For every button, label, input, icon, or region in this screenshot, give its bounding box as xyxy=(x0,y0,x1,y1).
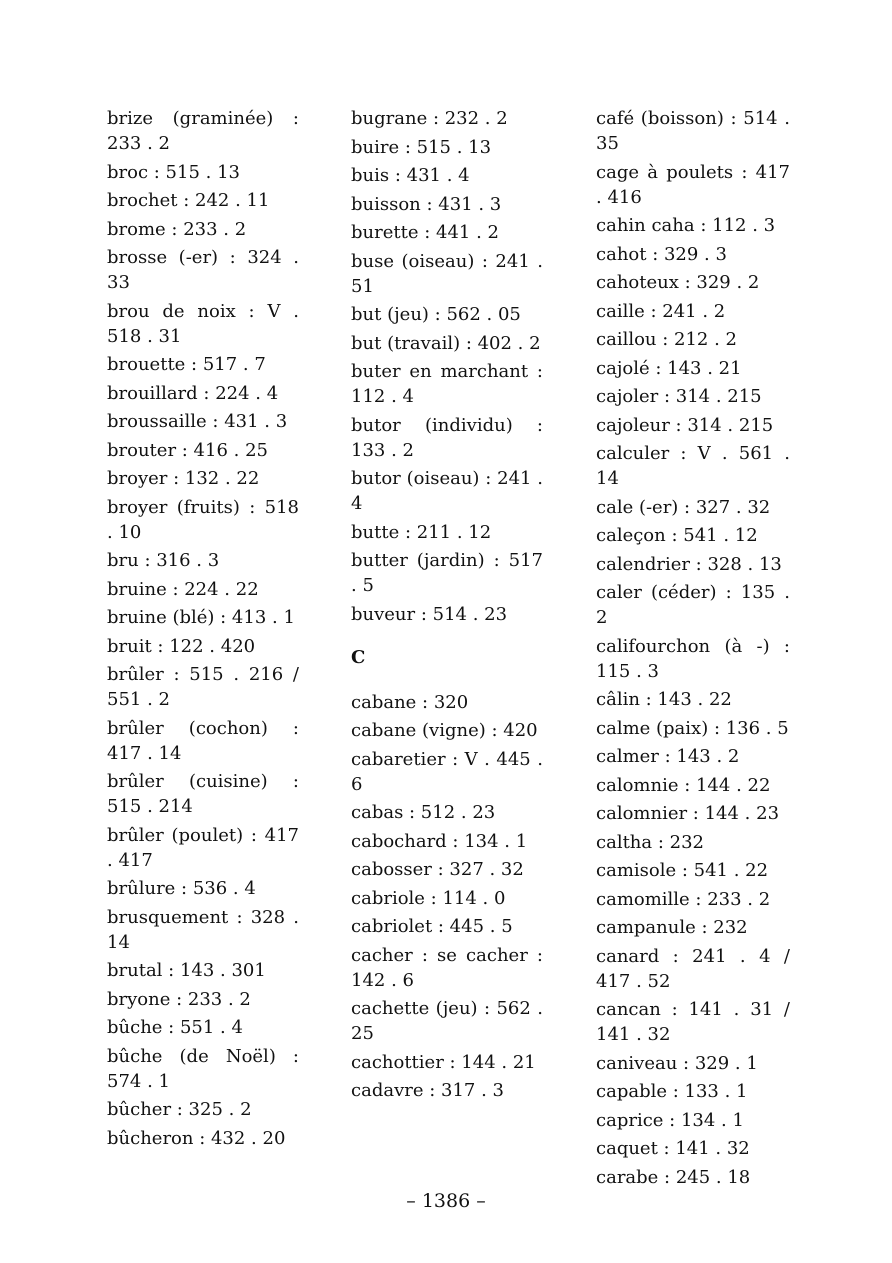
index-entry: broussaille : 431 . 3 xyxy=(107,411,288,432)
index-entry: brûler : 515 . 216 / 551 . 2 xyxy=(107,664,299,710)
index-entry: cajoler : 314 . 215 xyxy=(596,386,762,407)
index-entry: buire : 515 . 13 xyxy=(351,136,492,158)
index-entry: buveur : 514 . 23 xyxy=(351,603,508,625)
index-entry: bûche : 551 . 4 xyxy=(107,1017,243,1038)
index-entry: brouillard : 224 . 4 xyxy=(107,382,279,404)
index-entry: brouette : 517 . 7 xyxy=(107,354,266,375)
index-entry: bruit : 122 . 420 xyxy=(107,635,256,657)
index-entry: cajoleur : 314 . 215 xyxy=(596,414,774,436)
index-entry: brûler (poulet) : 417 . 417 xyxy=(107,824,299,871)
index-entry: broyer : 132 . 22 xyxy=(107,468,260,489)
index-entry: bugrane : 232 . 2 xyxy=(351,108,508,129)
index-entry: brusquement : 328 . 14 xyxy=(107,906,299,953)
index-entry: brûler (cochon) : 417 . 14 xyxy=(107,717,299,764)
index-entry: capable : 133 . 1 xyxy=(596,1081,748,1102)
index-entry: calomnier : 144 . 23 xyxy=(596,803,780,824)
index-entry: bru : 316 . 3 xyxy=(107,550,220,571)
index-entry: caquet : 141 . 32 xyxy=(596,1138,750,1159)
index-entry: cabaretier : V . 445 . 6 xyxy=(351,748,543,795)
index-entry: buis : 431 . 4 xyxy=(351,165,470,186)
index-entry: campanule : 232 xyxy=(596,917,748,938)
index-entry: cahin caha : 112 . 3 xyxy=(596,215,776,236)
index-entry: brûlure : 536 . 4 xyxy=(107,878,256,899)
index-entry: cabriole : 114 . 0 xyxy=(351,887,506,909)
index-entry: cadavre : 317 . 3 xyxy=(351,1080,504,1101)
index-entry: brome : 233 . 2 xyxy=(107,218,247,240)
index-entry: broyer (fruits) : 518 . 10 xyxy=(107,496,299,543)
index-entry: canard : 241 . 4 / 417 . 52 xyxy=(596,945,790,992)
index-entry: bûcher : 325 . 2 xyxy=(107,1099,252,1120)
index-entry: butte : 211 . 12 xyxy=(351,521,492,543)
index-entry: buisson : 431 . 3 xyxy=(351,193,502,215)
index-entry: caltha : 232 xyxy=(596,831,704,853)
index-entry: cabane (vigne) : 420 xyxy=(351,720,538,741)
index-column-2 xyxy=(351,106,543,1107)
index-column-3 xyxy=(596,106,790,1193)
index-column-1 xyxy=(107,106,299,1154)
index-entry: caler (céder) : 135 . 2 xyxy=(596,582,790,628)
index-entry: cachette (jeu) : 562 . 25 xyxy=(351,998,543,1044)
index-entry: caillou : 212 . 2 xyxy=(596,329,737,350)
index-entry: caille : 241 . 2 xyxy=(596,300,726,322)
index-entry: buse (oiseau) : 241 . 51 xyxy=(351,250,543,297)
index-entry: bûcheron : 432 . 20 xyxy=(107,1127,286,1149)
index-entry: cabriolet : 445 . 5 xyxy=(351,916,513,937)
index-entry: cahot : 329 . 3 xyxy=(596,243,727,265)
index-entry: butor (individu) : 133 . 2 xyxy=(351,414,543,461)
section-letter-heading: C xyxy=(351,646,366,668)
index-entry: caprice : 134 . 1 xyxy=(596,1109,744,1131)
index-entry: calmer : 143 . 2 xyxy=(596,746,740,767)
index-entry: but (travail) : 402 . 2 xyxy=(351,332,541,354)
index-entry: brutal : 143 . 301 xyxy=(107,960,266,981)
index-entry: cabane : 320 xyxy=(351,691,469,713)
page-number: – 1386 – xyxy=(406,1190,486,1212)
index-entry: buter en marchant : 112 . 4 xyxy=(351,361,543,407)
index-entry: but (jeu) : 562 . 05 xyxy=(351,304,521,325)
index-entry: bryone : 233 . 2 xyxy=(107,988,251,1010)
index-entry: câlin : 143 . 22 xyxy=(596,689,732,710)
index-entry: califourchon (à -) : 115 . 3 xyxy=(596,635,790,682)
index-entry: brouter : 416 . 25 xyxy=(107,439,268,461)
index-entry: caleçon : 541 . 12 xyxy=(596,525,758,546)
index-entry: brou de noix : V . 518 . 31 xyxy=(107,300,299,347)
index-entry: brize (graminée) : 233 . 2 xyxy=(107,108,299,154)
index-entry: cahoteux : 329 . 2 xyxy=(596,272,760,293)
index-entry: butter (jardin) : 517 . 5 xyxy=(351,550,543,596)
index-entry: brûler (cuisine) : 515 . 214 xyxy=(107,771,299,817)
index-entry: cabosser : 327 . 32 xyxy=(351,859,524,880)
index-entry: butor (oiseau) : 241 . 4 xyxy=(351,468,543,514)
index-entry: bruine (blé) : 413 . 1 xyxy=(107,607,295,628)
index-entry: café (boisson) : 514 . 35 xyxy=(596,108,790,154)
index-entry: calomnie : 144 . 22 xyxy=(596,774,771,796)
index-entry: calendrier : 328 . 13 xyxy=(596,553,782,575)
index-entry: cale (-er) : 327 . 32 xyxy=(596,496,771,518)
index-entry: broc : 515 . 13 xyxy=(107,161,240,183)
index-entry: brochet : 242 . 11 xyxy=(107,190,270,211)
index-entry: camisole : 541 . 22 xyxy=(596,860,769,881)
index-entry: cacher : se cacher : 142 . 6 xyxy=(351,944,543,991)
index-entry: caniveau : 329 . 1 xyxy=(596,1052,758,1074)
index-entry: burette : 441 . 2 xyxy=(351,222,499,243)
index-entry: bûche (de Noël) : 574 . 1 xyxy=(107,1045,299,1092)
index-entry: camomille : 233 . 2 xyxy=(596,888,771,910)
index-entry: calme (paix) : 136 . 5 xyxy=(596,717,789,739)
index-entry: bruine : 224 . 22 xyxy=(107,578,259,600)
index-entry: cajolé : 143 . 21 xyxy=(596,357,742,379)
index-entry: cabochard : 134 . 1 xyxy=(351,830,528,852)
index-entry: brosse (-er) : 324 . 33 xyxy=(107,247,299,293)
index-entry: calculer : V . 561 . 14 xyxy=(596,443,790,489)
index-entry: cage à poulets : 417 . 416 xyxy=(596,161,790,208)
index-entry: cancan : 141 . 31 / 141 . 32 xyxy=(596,999,790,1045)
index-entry: cabas : 512 . 23 xyxy=(351,802,496,823)
index-entry: cachottier : 144 . 21 xyxy=(351,1051,536,1073)
index-entry: carabe : 245 . 18 xyxy=(596,1166,751,1188)
